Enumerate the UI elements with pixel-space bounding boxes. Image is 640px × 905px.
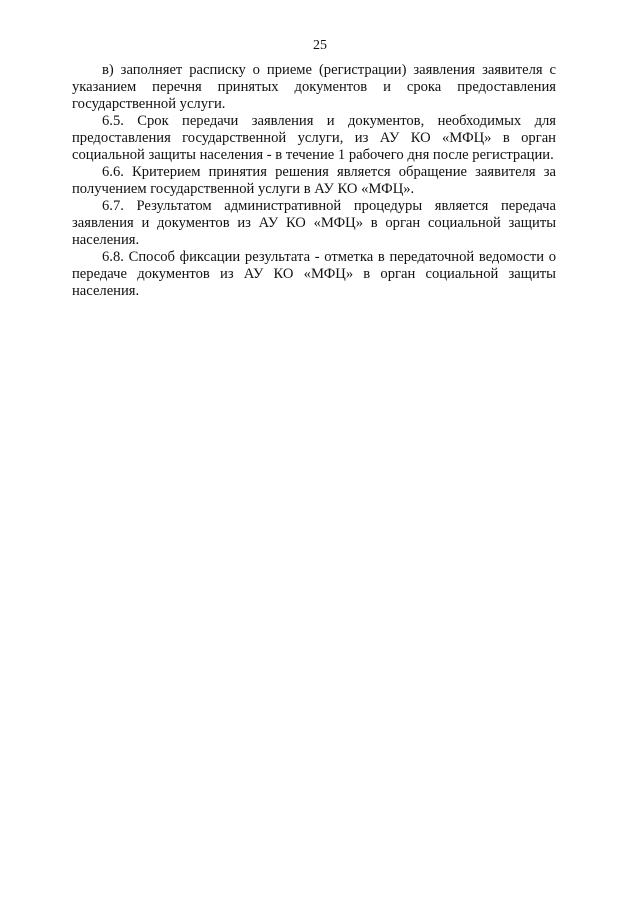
document-body bbox=[72, 62, 556, 300]
paragraph-6-7: 6.7. Результатом административной процедуры является передача заявления и документов из АУ КО «МФЦ» в орган социальной защиты населения. bbox=[72, 198, 556, 248]
page-number: 25 bbox=[313, 38, 327, 53]
paragraph-6-8: 6.8. Способ фиксации результата - отметка в передаточной ведомости о передаче документов из АУ КО «МФЦ» в орган социальной защиты населения. bbox=[72, 249, 556, 299]
paragraph-6-5: 6.5. Срок передачи заявления и документов, необходимых для предоставления государственной услуги, из АУ КО «МФЦ» в орган социальной защиты населения - в течение 1 рабочего дня после регистрации. bbox=[72, 113, 556, 163]
paragraph-6-6: 6.6. Критерием принятия решения является обращение заявителя за получением государственной услуги в АУ КО «МФЦ». bbox=[72, 164, 556, 197]
paragraph-item-v: в) заполняет расписку о приеме (регистрации) заявления заявителя с указанием перечня принятых документов и срока предоставления государственной услуги. bbox=[72, 62, 556, 112]
